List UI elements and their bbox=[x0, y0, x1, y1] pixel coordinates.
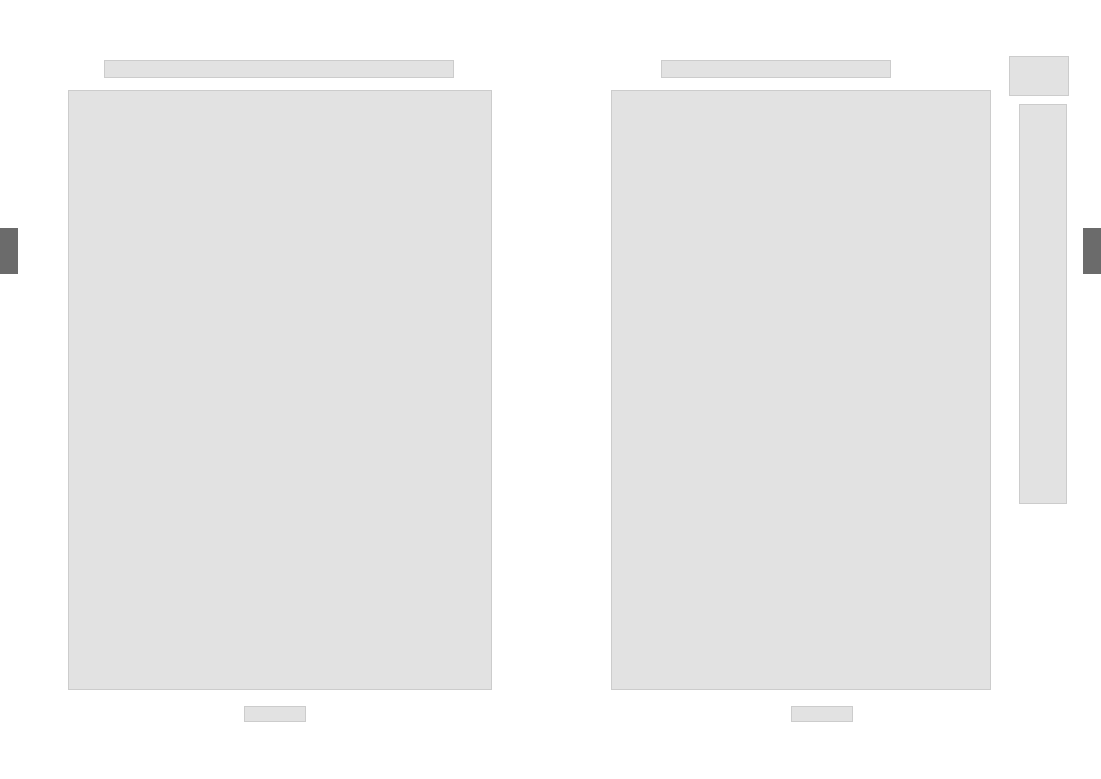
line-numbers-right bbox=[661, 60, 891, 78]
body-text-right bbox=[611, 90, 991, 690]
left-edge-tab bbox=[0, 228, 18, 274]
page-number-left bbox=[244, 706, 306, 722]
section-heading bbox=[1009, 56, 1069, 96]
right-page bbox=[551, 0, 1101, 779]
body-text-left bbox=[68, 90, 492, 690]
page-number-right bbox=[791, 706, 853, 722]
instruction-text bbox=[1019, 104, 1067, 504]
right-edge-tab bbox=[1083, 228, 1101, 274]
line-numbers-left bbox=[104, 60, 454, 78]
